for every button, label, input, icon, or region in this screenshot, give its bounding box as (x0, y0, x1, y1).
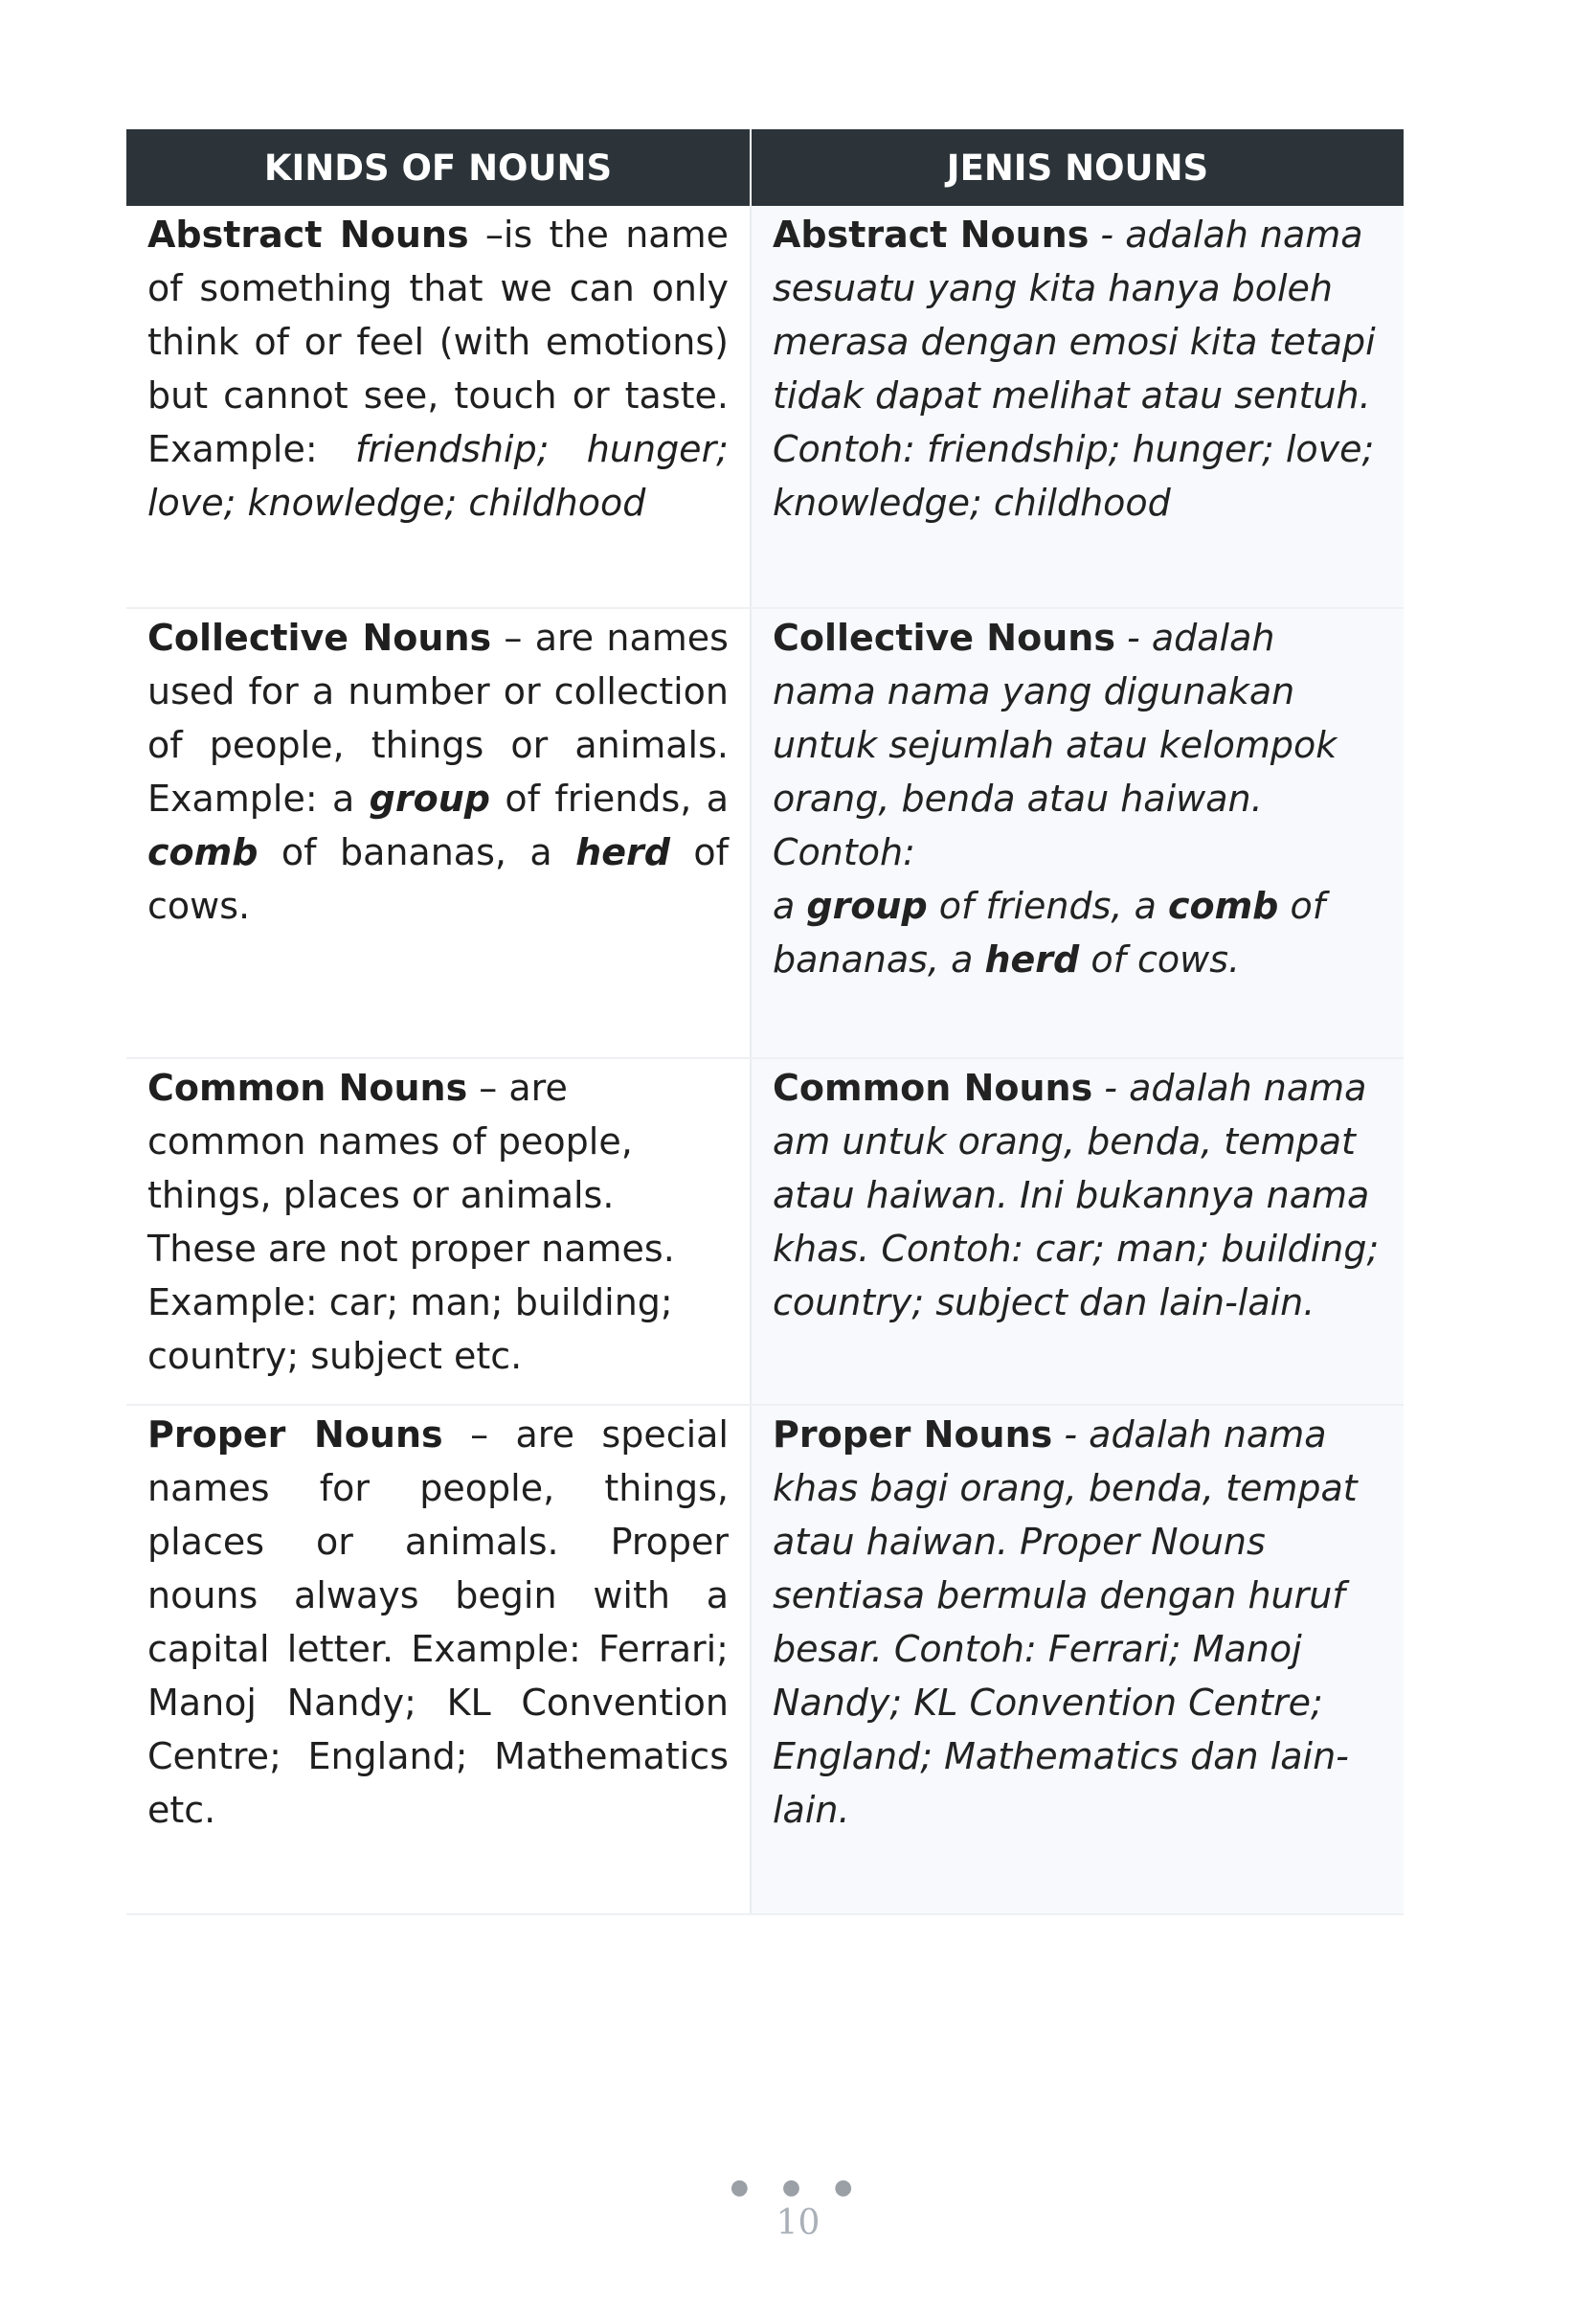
desc-abstract-en: –is the name of something that we can only think of or feel (with emotions) but cannot see, touch or taste. Example: (147, 214, 729, 470)
term-common-en: Common Nouns (147, 1067, 468, 1109)
nouns-table (126, 129, 1404, 1915)
examples-abstract-en: friendship; hunger; love; knowledge; childhood (147, 428, 729, 524)
cell-abstract-en (126, 206, 751, 608)
term-abstract-ms: Abstract Nouns (773, 214, 1090, 256)
word-comb-en: comb (147, 831, 259, 873)
cell-abstract-ms (751, 206, 1404, 608)
word-group-en: group (369, 778, 490, 820)
table-header-row (126, 129, 1404, 206)
table-row-abstract (126, 206, 1404, 608)
text-collective-ms-1: of friends, a (927, 885, 1168, 927)
desc-common-ms: - adalah nama am untuk orang, benda, tempat atau haiwan. Ini bukannya nama khas. Contoh: car; man; building; country; subject dan lain-lain. (773, 1067, 1380, 1323)
word-herd-en: herd (575, 831, 670, 873)
header-jenis-nouns: JENIS NOUNS (751, 129, 1404, 206)
desc-abstract-ms: - adalah nama sesuatu yang kita hanya boleh merasa dengan emosi kita tetapi tidak dapat melihat atau sentuh. Contoh: friendship; hunger; love; knowledge; childhood (773, 214, 1376, 524)
word-comb-ms: comb (1167, 885, 1279, 927)
table-row-common (126, 1058, 1404, 1405)
text-collective-en-2: of bananas, a (258, 831, 576, 873)
term-proper-en: Proper Nouns (147, 1413, 443, 1456)
table-row-collective (126, 608, 1404, 1058)
cell-collective-ms (751, 608, 1404, 1058)
term-abstract-en: Abstract Nouns (147, 214, 469, 256)
desc-proper-ms: - adalah nama khas bagi orang, benda, tempat atau haiwan. Proper Nouns sentiasa bermula dengan huruf besar. Contoh: Ferrari; Manoj Nandy; KL Convention Centre; England; Mathematics dan lain-lain. (773, 1413, 1358, 1831)
term-collective-en: Collective Nouns (147, 617, 492, 659)
text-collective-ms-2: of bananas, a (773, 885, 1326, 981)
page-footer (0, 2174, 1596, 2245)
desc-collective-en: – are names used for a number or collection of people, things or animals. Example: a (147, 617, 729, 820)
text-collective-ms-3: of cows. (1079, 938, 1241, 981)
cell-proper-ms (751, 1405, 1404, 1914)
cell-proper-en (126, 1405, 751, 1914)
term-common-ms: Common Nouns (773, 1067, 1093, 1109)
header-kinds-of-nouns: KINDS OF NOUNS (126, 129, 751, 206)
term-proper-ms: Proper Nouns (773, 1413, 1053, 1456)
desc-collective-ms: - adalah nama nama yang digunakan untuk sejumlah atau kelompok orang, benda atau haiwan. Contoh: (773, 617, 1337, 873)
text-collective-en-3: of cows. (147, 831, 729, 927)
footer-dots: ● ● ● (730, 2176, 866, 2200)
page-number: 10 (776, 2203, 820, 2243)
text-collective-en-1: of friends, a (489, 778, 729, 820)
desc-common-en: – are common names of people, things, places or animals. These are not proper names. Example: car; man; building; country; subject etc. (147, 1067, 675, 1377)
desc-proper-en: – are special names for people, things, places or animals. Proper nouns always begin with a capital letter. Example: Ferrari; Manoj Nandy; KL Convention Centre; England; Mathematics etc. (147, 1413, 729, 1831)
word-group-ms: group (806, 885, 928, 927)
table-row-proper (126, 1405, 1404, 1914)
cell-collective-en (126, 608, 751, 1058)
cell-common-en (126, 1058, 751, 1405)
text-collective-ms-0: a (773, 885, 807, 927)
term-collective-ms: Collective Nouns (773, 617, 1115, 659)
cell-common-ms (751, 1058, 1404, 1405)
word-herd-ms: herd (984, 938, 1080, 981)
